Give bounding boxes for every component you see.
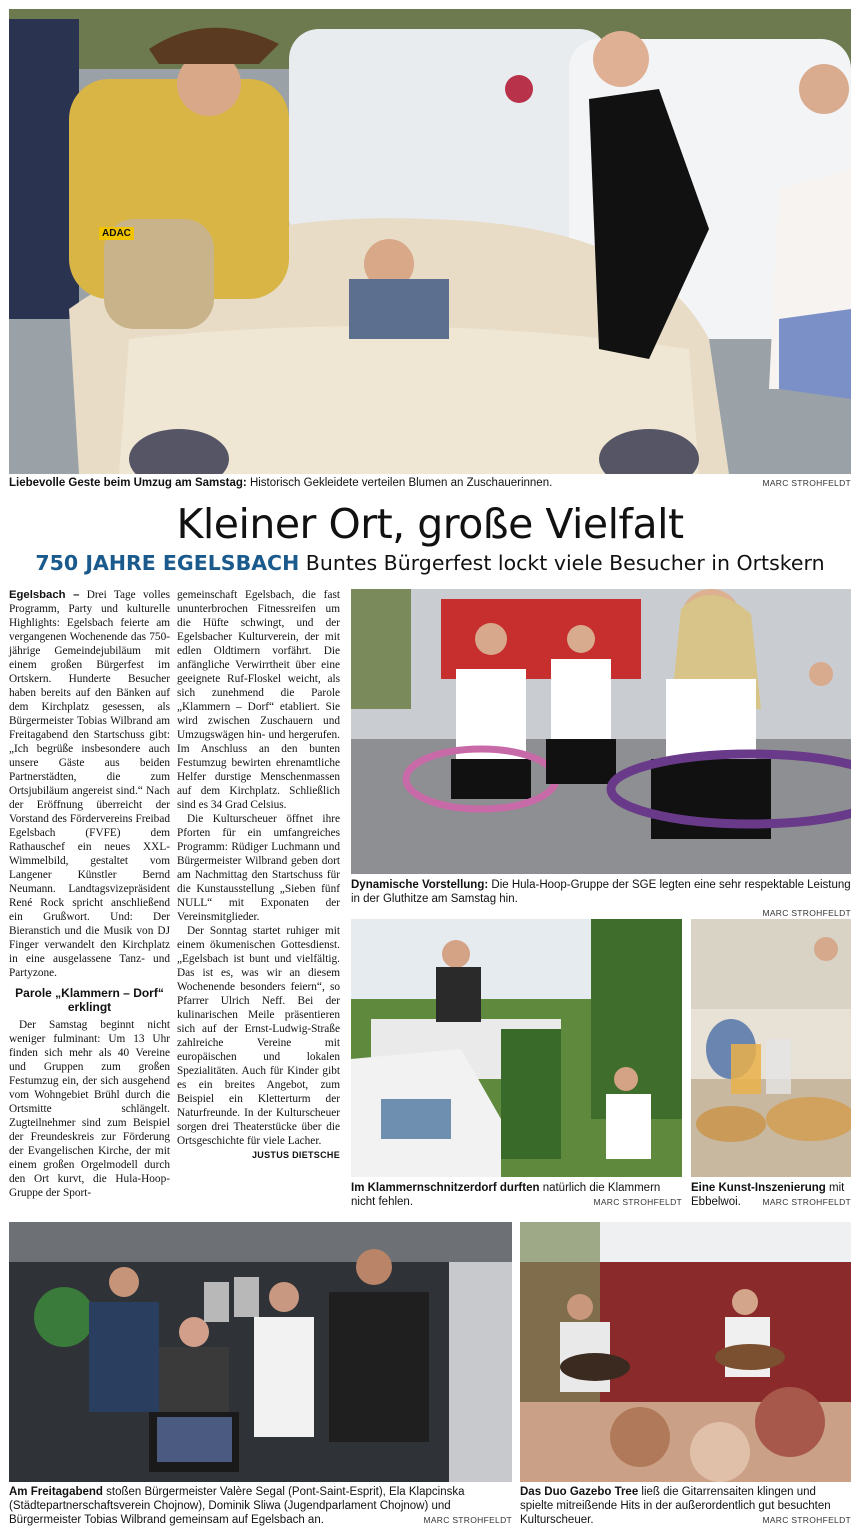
hula-hoop-caption	[351, 878, 851, 920]
subheadline-text: Buntes Bürgerfest lockt viele Besucher in Ortskern	[299, 551, 825, 575]
music-duo-photo	[520, 1222, 851, 1482]
article-paragraph: Der Sonntag startet ruhiger mit einem ökumenischen Gottesdienst. „Egelsbach ist bunt und vielfältig. Das ist es, was wir an diesem Wochenende besonders feiern“, so Pfarrer Ulrich Neff. Bei der kulinarischen Meile präsentieren sich auf der Ernst-Ludwig-Straße zahlreiche Vereine mit europäischen und lokalen Spezialitäten. Auch für Kinder gibt es ein breites Angebot, zum Beispiel ein Kletterturm der Naturfreunde. In der Kulturscheuer sorgen drei Theaterstücke über die Ortsgeschichte für viele Lacher.	[177, 925, 340, 1147]
caption-lead: Liebevolle Geste beim Umzug am Samstag:	[9, 477, 247, 489]
caption-lead: Dynamische Vorstellung:	[351, 879, 489, 891]
photo-credit: MARC STROHFELDT	[593, 1197, 682, 1207]
caption-text: natürlich die Klammern nicht fehlen.	[351, 1182, 661, 1208]
article-paragraph	[9, 588, 170, 980]
article-column-1	[9, 588, 170, 1200]
parade-caption	[9, 476, 851, 490]
article-column-2	[177, 588, 340, 1162]
photo-credit: MARC STROHFELDT	[762, 478, 851, 488]
caption-text: Historisch Gekleidete verteilen Blumen an Zuschauerinnen.	[246, 477, 553, 489]
caption-text: Die Hula-Hoop-Gruppe der SGE legten eine sehr respektable Leistung in der Gluthitze am Samstag hin.	[351, 879, 851, 905]
caption-text: stoßen Bürgermeister Valère Segal (Pont-Saint-Esprit), Ela Klapcinska (Städtepartnerschaftsverein Chojnow), Dominik Sliwa (Jugendparlament Chojnow) und Bürgermeister Tobias Wilbrand gemeinsam auf Egelsbach an.	[9, 1486, 465, 1526]
headline: Kleiner Ort, große Vielfalt	[176, 500, 684, 548]
caption-text: ließ die Gitarrensaiten klingen und spielte mitreißende Hits in der außerordentlich gut besuchten Kulturscheuer.	[520, 1486, 831, 1526]
article-text: Drei Tage volles Programm, Party und kulturelle Highlights: Egelsbach feierte am vergangenen Wochenende das 750-jährige Gemeindejubiläum mit einem großen Bürgerfest im Ortskern. Hunderte Besucher haben bereits auf den Bänken auf dem Kirchplatz gesessen, als Bürgermeister Tobias Wilbrand am Freitagabend den Startschuss gibt: „Ich begrüße insbesondere auch unsere Gäste aus beiden Partnerstädten, die zum Ortsjubiläum angereist sind.“ Nach der Eröffnung überreicht der Vorstand des Fördervereins Freibad Egelsbach (FVFE) dem Rathauschef ein neues XXL-Wimmelbild, gestaltet vom Langener Künstler Bernd Neumann. Landtagsvizepräsident René Rock spricht anschließend ein Grußwort. Und: Der Bieranstich und die Musik von DJ Finger verwandelt den Kirchplatz in eine ausgelassene Tanz- und Partyzone.	[9, 589, 170, 979]
caption-lead: Am Freitagabend	[9, 1486, 103, 1498]
parade-float-caption	[351, 1181, 682, 1209]
caption-text: mit Ebbelwoi.	[691, 1182, 845, 1208]
photo-credit: MARC STROHFELDT	[762, 908, 851, 918]
art-installation-caption	[691, 1181, 851, 1209]
photo-credit: MARC STROHFELDT	[762, 1515, 851, 1525]
article-paragraph: Der Samstag beginnt nicht weniger fulminant: Um 13 Uhr finden sich mehr als 40 Vereine und Gruppen zum großen Festumzug ein, der sich ausgehend vom Wohngebiet Brühl durch die Ortsmitte schlängelt. Zugteilnehmer sind zum Beispiel der Freundeskreis zur Förderung der Evangelischen Kirche, der mit einem großen Orgelmodell durch den Ort kurvt, die Hula-Hoop-Gruppe der Sport-	[9, 1019, 170, 1199]
photo-credit: MARC STROHFELDT	[762, 1197, 851, 1207]
hula-hoop-photo	[351, 589, 851, 874]
article-author: JUSTUS DIETSCHE	[251, 1150, 340, 1160]
stage-toast-caption	[9, 1485, 512, 1527]
dateline: Egelsbach –	[9, 589, 80, 601]
article-paragraph: Die Kulturscheuer öffnet ihre Pforten für ein umfangreiches Programm: Rüdiger Luchmann und Bürgermeister Wilbrand geben dort am Nachmittag den Startschuss für die Kunstausstellung „Sieben fünf NULL“ mit Exponaten der Vereinsmitglieder.	[177, 813, 340, 923]
article-subheading: Parole „Klammern – Dorf“ erklingt	[15, 986, 164, 1014]
caption-lead: Eine Kunst-Inszenierung	[691, 1182, 826, 1194]
article-paragraph: gemeinschaft Egelsbach, die fast ununterbrochen Fitnessreifen um die Hüfte schwingt, und der Egelsbacher Kulturverein, der mit edlen Oldtimern vorfährt. Die anfängliche Verwirrtheit über eine geeignete Ruf-Floskel weicht, als sich zunehmend die Parole „Klammern – Dorf“ etabliert. Sie wird zwischen Zuschauern und Umzugswägen hin- und hergerufen. Im Anschluss an den bunten Festumzug bewirten ehrenamtliche Helfer durstige Menschenmassen auf dem Kirchplatz. Schließlich sind es 34 Grad Celsius.	[177, 589, 340, 811]
adac-sign: ADAC	[99, 227, 134, 240]
art-installation-photo	[691, 919, 851, 1177]
caption-lead: Im Klammernschnitzerdorf durften	[351, 1182, 540, 1194]
parade-float-photo	[351, 919, 682, 1177]
subheadline	[0, 551, 860, 575]
kicker: 750 JAHRE EGELSBACH	[35, 551, 300, 575]
stage-toast-photo	[9, 1222, 512, 1482]
photo-credit: MARC STROHFELDT	[423, 1515, 512, 1525]
parade-photo	[9, 9, 851, 474]
caption-lead: Das Duo Gazebo Tree	[520, 1486, 639, 1498]
music-duo-caption	[520, 1485, 851, 1527]
